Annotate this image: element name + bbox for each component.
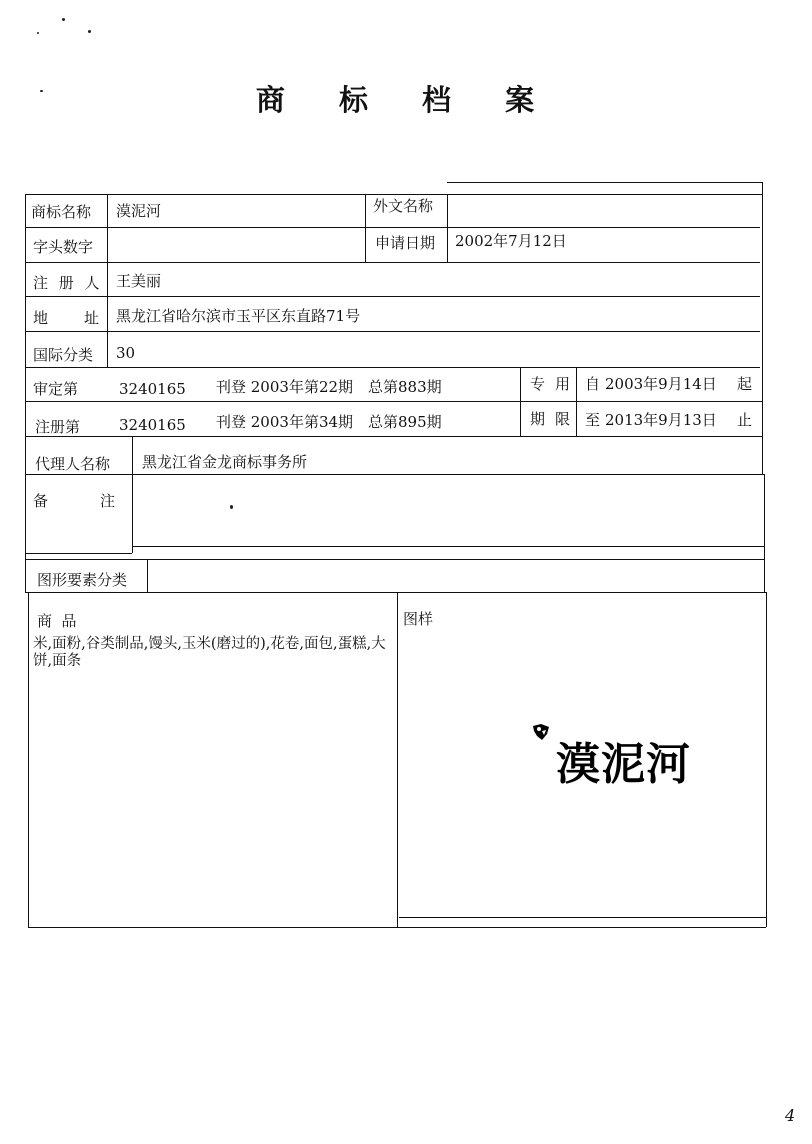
registration-number: 3240165: [119, 416, 186, 434]
exam-number: 3240165: [119, 380, 186, 398]
page-title: 商 标 档 案: [255, 83, 557, 117]
trademark-logo-text: 漠泥河: [556, 739, 691, 790]
agent-label: 代理人名称: [35, 455, 111, 473]
application-date-label: 申请日期: [375, 234, 436, 252]
address-value: 黑龙江省哈尔滨市玉平区东直路71号: [116, 307, 361, 325]
registrant-label: 注 册 人: [33, 274, 103, 292]
exclusive-label: 专 用: [530, 375, 570, 393]
term-start-prefix: 自: [585, 375, 601, 393]
registration-total-issue: 总第895期: [368, 413, 442, 431]
scan-speck: [37, 32, 39, 34]
scan-speck: [62, 18, 65, 21]
logo-mark-icon: [530, 722, 552, 744]
term-end-date: 2013年9月13日: [605, 411, 717, 429]
figure-class-label: 图形要素分类: [37, 571, 128, 589]
page-number: 4: [785, 1106, 796, 1125]
intl-class-value: 30: [116, 344, 136, 362]
sample-label: 图样: [403, 610, 434, 628]
trademark-name-value: 漠泥河: [116, 202, 162, 220]
exam-total-issue: 总第883期: [368, 378, 442, 396]
term-end-prefix: 至: [585, 411, 601, 429]
address-label: 地 址: [33, 309, 99, 327]
trademark-name-label: 商标名称: [31, 203, 92, 221]
term-start-suffix: 起: [737, 375, 753, 393]
registrant-value: 王美丽: [116, 272, 162, 290]
exam-publication: 刊登 2003年第22期: [216, 378, 354, 396]
scan-speck: [88, 30, 91, 33]
agent-value: 黑龙江省金龙商标事务所: [142, 453, 308, 471]
registration-label: 注册第: [35, 418, 81, 436]
registration-publication: 刊登 2003年第34期: [216, 413, 354, 431]
scan-speck: [230, 505, 233, 509]
initial-digits-label: 字头数字: [33, 238, 94, 256]
term-start-date: 2003年9月14日: [605, 375, 717, 393]
foreign-name-label: 外文名称: [373, 197, 434, 215]
application-date-value: 2002年7月12日: [455, 232, 567, 250]
remarks-label: 备 注: [33, 492, 115, 510]
goods-label: 商 品: [37, 612, 77, 630]
exam-label: 审定第: [33, 380, 79, 398]
term-label: 期 限: [530, 410, 570, 428]
intl-class-label: 国际分类: [33, 346, 94, 364]
goods-value: 米,面粉,谷类制品,馒头,玉米(磨过的),花卷,面包,蛋糕,大饼,面条: [33, 636, 386, 669]
term-end-suffix: 止: [737, 411, 753, 429]
